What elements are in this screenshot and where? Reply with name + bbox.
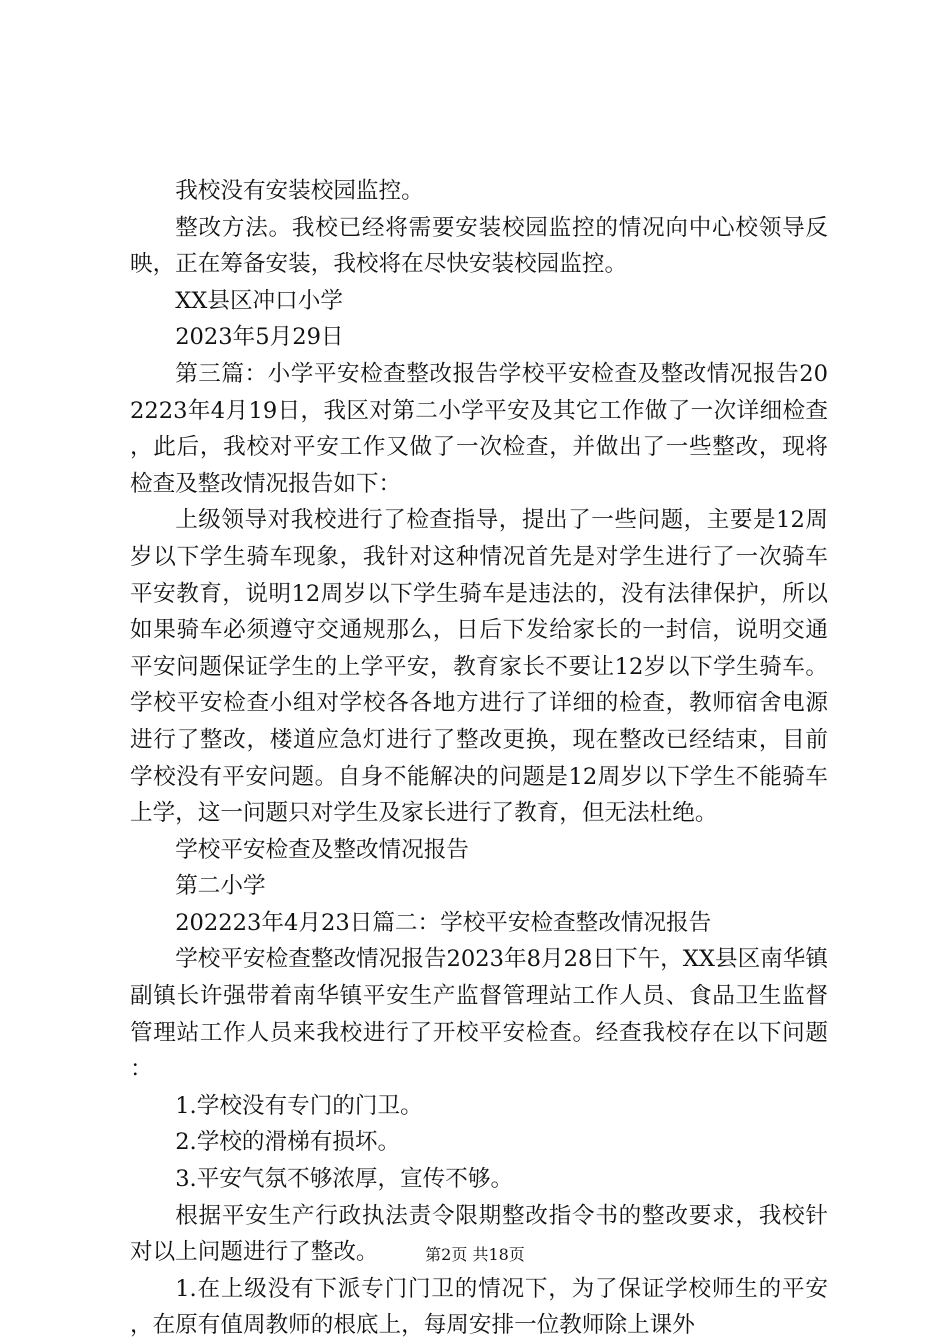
paragraph-inspection-details: 上级领导对我校进行了检查指导，提出了一些问题，主要是12周岁以下学生骑车现象，我针对这种情况首先是对学生进行了一次骑车平安教育，说明12周岁以下学生骑车是违法的，没有法律保护，所以如果骑车必须遵守交通规那么，日后下发给家长的一封信，说明交通平安问题保证学生的上学平安，教育家长不要让12岁以下学生骑车。学校平安检查小组对学校各各地方进行了详细的检查，教师宿舍电源进行了整改，楼道应急灯进行了整改更换，现在整改已经结束，目前学校没有平安问题。自身不能解决的问题是12周岁以下学生不能骑车上学，这一问题只对学生及家长进行了教育，但无法杜绝。 <box>130 507 828 827</box>
paragraph-third-article-intro: 第三篇：小学平安检查整改报告学校平安检查及整改情况报告202223年4月19日，我区对第二小学平安及其它工作做了一次详细检查，此后，我校对平安工作又做了一次检查，并做出了一些整改，现将检查及整改情况报告如下： <box>130 360 828 497</box>
paragraph-inspection-report: 学校平安检查整改情况报告2023年8月28日下午，XX县区南华镇副镇长许强带着南华镇平安生产监督管理站工作人员、食品卫生监督管理站工作人员来我校进行了开校平安检查。经查我校存在以下问题： <box>130 946 828 1083</box>
list-item-rectification-1: 1.在上级没有下派专门门卫的情况下，为了保证学校师生的平安，在原有值周教师的根底上，每周安排一位教师除上课外 <box>130 1275 828 1339</box>
page-footer: 第2页 共18页 <box>425 1245 525 1264</box>
paragraph-date: 2023年5月29日 <box>175 324 344 351</box>
paragraph-no-monitoring: 我校没有安装校园监控。 <box>175 178 424 204</box>
list-item-problem-1: 1.学校没有专门的门卫。 <box>175 1092 423 1119</box>
paragraph-date-article-two: 202223年4月23日篇二：学校平安检查整改情况报告 <box>175 909 712 936</box>
paragraph-rectification-requirement: 根据平安生产行政执法责令限期整改指令书的整改要求，我校针对以上问题进行了整改。 <box>130 1202 828 1266</box>
list-item-problem-3: 3.平安气氛不够浓厚，宣传不够。 <box>175 1166 514 1193</box>
document-body <box>130 173 828 1344</box>
list-item-problem-2: 2.学校的滑梯有损坏。 <box>175 1129 401 1156</box>
paragraph-school-name: XX县区冲口小学 <box>175 287 343 314</box>
paragraph-school-signature: 第二小学 <box>175 873 266 900</box>
paragraph-report-title: 学校平安检查及整改情况报告 <box>175 836 469 863</box>
paragraph-rectification-method: 整改方法。我校已经将需要安装校园监控的情况向中心校领导反映，正在筹备安装，我校将在尽快安装校园监控。 <box>130 214 828 278</box>
